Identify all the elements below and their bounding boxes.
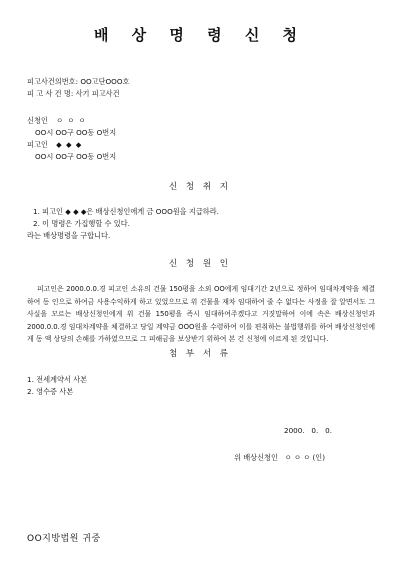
- case-number-value: OO고단OOO호: [80, 77, 130, 86]
- case-name-value: 사기 피고사건: [75, 89, 120, 98]
- applicant-signature: 위 배상신청인 ㅇ ㅇ ㅇ (인): [234, 453, 326, 462]
- purpose-item-2: 2. 이 명령은 가집행할 수 있다.: [33, 219, 130, 228]
- case-name-label: 피 고 사 건 명: [27, 89, 71, 98]
- applicant-row: [27, 116, 87, 125]
- case-number-row: 피고사건의번호: OO고단OOO호: [27, 77, 130, 86]
- purpose-item-1: 1. 피고인 ◆ ◆ ◆은 배상신청인에게 금 OOO원을 지급하라.: [33, 207, 219, 216]
- defendant-address: OO시 OO구 OO동 O번지: [35, 152, 117, 161]
- defendant-row: [27, 140, 82, 149]
- case-name-row: 피 고 사 건 명: 사기 피고사건: [27, 89, 120, 98]
- applicant-address: OO시 OO구 OO동 O번지: [35, 128, 117, 137]
- document-title: 배 상 명 령 신 청: [93, 26, 307, 44]
- purpose-closing: 라는 배상명령을 구합니다.: [27, 231, 111, 240]
- defendant-name: ◆ ◆ ◆: [56, 140, 83, 149]
- applicant-label: 신청인: [27, 116, 48, 125]
- attachment-item-2: 2. 영수증 사본: [27, 387, 74, 396]
- applicant-name: ㅇ ㅇ ㅇ: [56, 116, 87, 125]
- purpose-heading: 신 청 취 지: [169, 182, 231, 192]
- attachments-heading: 첨 부 서 류: [169, 349, 231, 359]
- attachment-item-1: 1. 전세계약서 사본: [27, 375, 88, 384]
- court-name: OO지방법원 귀중: [27, 534, 101, 544]
- reason-paragraph: [27, 283, 375, 346]
- document-date: 2000. 0. 0.: [284, 426, 332, 435]
- reason-heading: 신 청 원 인: [169, 259, 231, 269]
- defendant-label: 피고인: [27, 140, 48, 149]
- case-number-label: 피고사건의번호: [27, 77, 76, 86]
- reason-text: 피고인은 2000.0.0.경 피고인 소유의 건물 150평을 소외 OO에게 임대기간 2년으로 정하여 임대차계약을 체결하여 동 인으로 하여금 사용수익하게 하고 있었으므로 위 건물을 재차 임대하여 줄 수 없다는 사정을 잘 알면서도 그 사실을 모르는 배상신청인에게 위 건물 150평을 즉시 임대하여주겠다고 거짓말하여 이에 속은 배상신청인과 2000.0.0.경 임대차계약을 체결하고 당일 계약금 OOO원을 수령하여 이를 편취하는 불법행위를 하여 배상신청인에게 동 액 상당의 손해를 가하였으므로 그 피해금을 보상받기 위하여 본 건 신청에 이르게 된 것입니다.: [27, 285, 375, 344]
